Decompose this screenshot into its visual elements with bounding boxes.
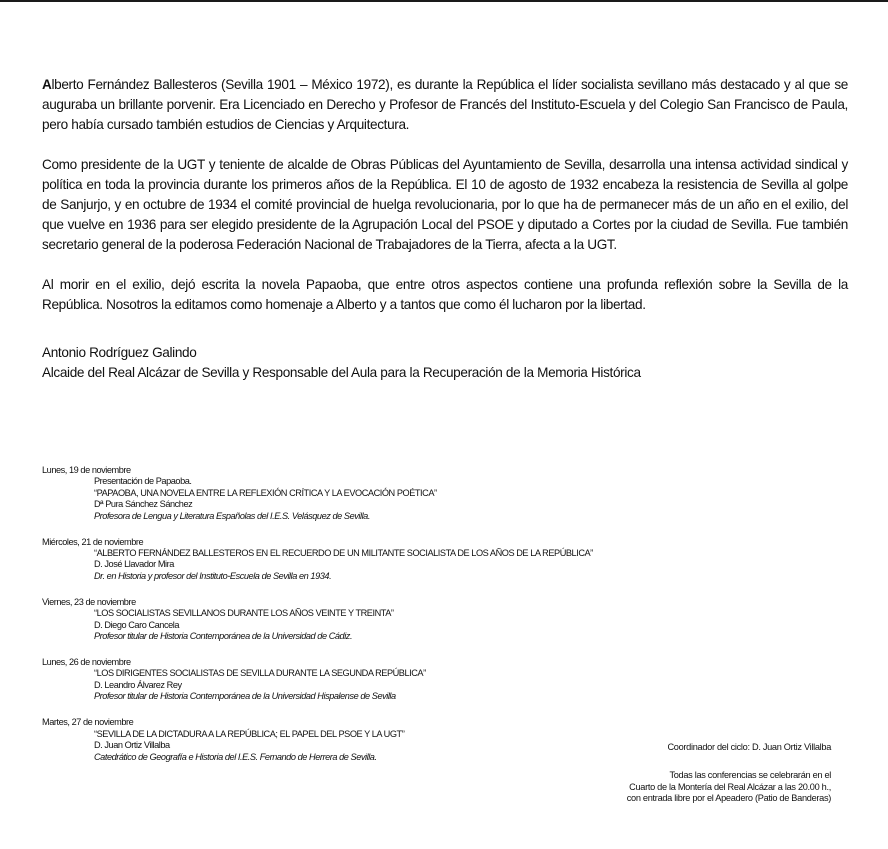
signature-name: Antonio Rodríguez Galindo [42,345,197,360]
session-date: Lunes, 26 de noviembre [42,657,131,668]
intro-paragraph-1 [42,75,848,136]
session-date: Viernes, 23 de noviembre [42,596,136,607]
venue-line: Cuarto de la Montería del Real Alcázar a las 20.00 h., [629,781,831,792]
signature-title: Alcaide del Real Alcázar de Sevilla y Responsable del Aula para la Recuperación de la Memoria Histórica [42,365,641,381]
session-lecture-title: “LOS SOCIALISTAS SEVILLANOS DURANTE LOS AÑOS VEINTE Y TREINTA” [94,608,394,619]
session-date: Miércoles, 21 de noviembre [42,536,144,547]
session-5 [42,717,642,763]
session-line: Presentación de Papaoba. [94,476,192,487]
venue-note [627,770,831,805]
lecture-program [42,465,642,778]
session-speaker-role: Catedrático de Geografía e Historia del I.E.S. Fernando de Herrera de Sevilla. [94,751,377,762]
venue-line: Todas las conferencias se celebrarán en el [669,770,831,780]
session-lecture-title: “SEVILLA DE LA DICTADURA A LA REPÚBLICA; EL PAPEL DEL PSOE Y LA UGT” [94,728,405,739]
session-speaker-role: Profesor titular de Historia Contemporánea de la Universidad Hispalense de Sevilla [94,691,396,702]
session-lecture-title: “PAPAOBA, UNA NOVELA ENTRE LA REFLEXIÓN CRÍTICA Y LA EVOCACIÓN POÉTICA” [94,487,437,498]
session-1 [42,465,642,522]
session-date: Lunes, 19 de noviembre [42,465,131,475]
session-speaker: D. Juan Ortiz Villalba [94,740,170,751]
session-speaker: Dª Pura Sánchez Sánchez [94,499,193,510]
session-lecture-title: “ALBERTO FERNÁNDEZ BALLESTEROS EN EL RECUERDO DE UN MILITANTE SOCIALISTA DE LOS AÑOS DE LA REPÚBLICA” [94,548,593,559]
session-date: Martes, 27 de noviembre [42,717,134,728]
session-2 [42,537,642,583]
coordinator-note: Coordinador del ciclo: D. Juan Ortiz Villalba [667,742,831,752]
session-lecture-title: “LOS DIRIGENTES SOCIALISTAS DE SEVILLA DURANTE LA SEGUNDA REPÚBLICA” [94,668,426,679]
session-speaker-role: Dr. en Historia y profesor del Instituto-Escuela de Sevilla en 1934. [94,570,332,581]
session-speaker: D. Leandro Álvarez Rey [94,679,182,690]
session-speaker: D. Diego Caro Cancela [94,619,180,630]
intro-paragraph-1-text: lberto Fernández Ballesteros (Sevilla 1901 – México 1972), es durante la República el líder socialista sevillano más destacado y al que se auguraba un brillante porvenir. Era Licenciado en Derecho y Profesor de Francés del Instituto-Escuela y del Colegio San Francisco de Paula, pero había cursado también estudios de Ciencias y Arquitectura. [42,77,848,133]
intro-paragraph-3: Al morir en el exilio, dejó escrita la novela Papaoba, que entre otros aspectos contiene una profunda reflexión sobre la Sevilla de la República. Nosotros la editamos como homenaje a Alberto y a tantos que como él lucharon por la libertad. [42,276,848,312]
session-3 [42,597,642,643]
top-rule [0,0,888,2]
intro-text [42,75,848,334]
session-4 [42,657,642,703]
drop-initial: A [42,77,52,92]
session-speaker-role: Profesor titular de Historia Contemporánea de la Universidad de Cádiz. [94,631,353,642]
session-speaker: D. José Llavador Mira [94,559,174,570]
intro-paragraph-2: Como presidente de la UGT y teniente de alcalde de Obras Públicas del Ayuntamiento de Sevilla, desarrolla una intensa actividad sindical y política en toda la provincia durante los primeros años de la República. El 10 de agosto de 1932 encabeza la resistencia de Sevilla al golpe de Sanjurjo, y en octubre de 1934 el comité provincial de huelga revolucionaria, por lo que ha de permanecer más de un año en el exilio, del que vuelve en 1936 para ser elegido presidente de la Agrupación Local del PSOE y diputado a Cortes por la ciudad de Sevilla. Fue también secretario general de la poderosa Federación Nacional de Trabajadores de la Tierra, afecta a la UGT. [42,156,848,253]
signature-block [42,343,641,383]
session-speaker-role: Profesora de Lengua y Literatura Españolas del I.E.S. Velásquez de Sevilla. [94,510,370,521]
venue-line: con entrada libre por el Apeadero (Patio de Banderas) [626,793,831,804]
